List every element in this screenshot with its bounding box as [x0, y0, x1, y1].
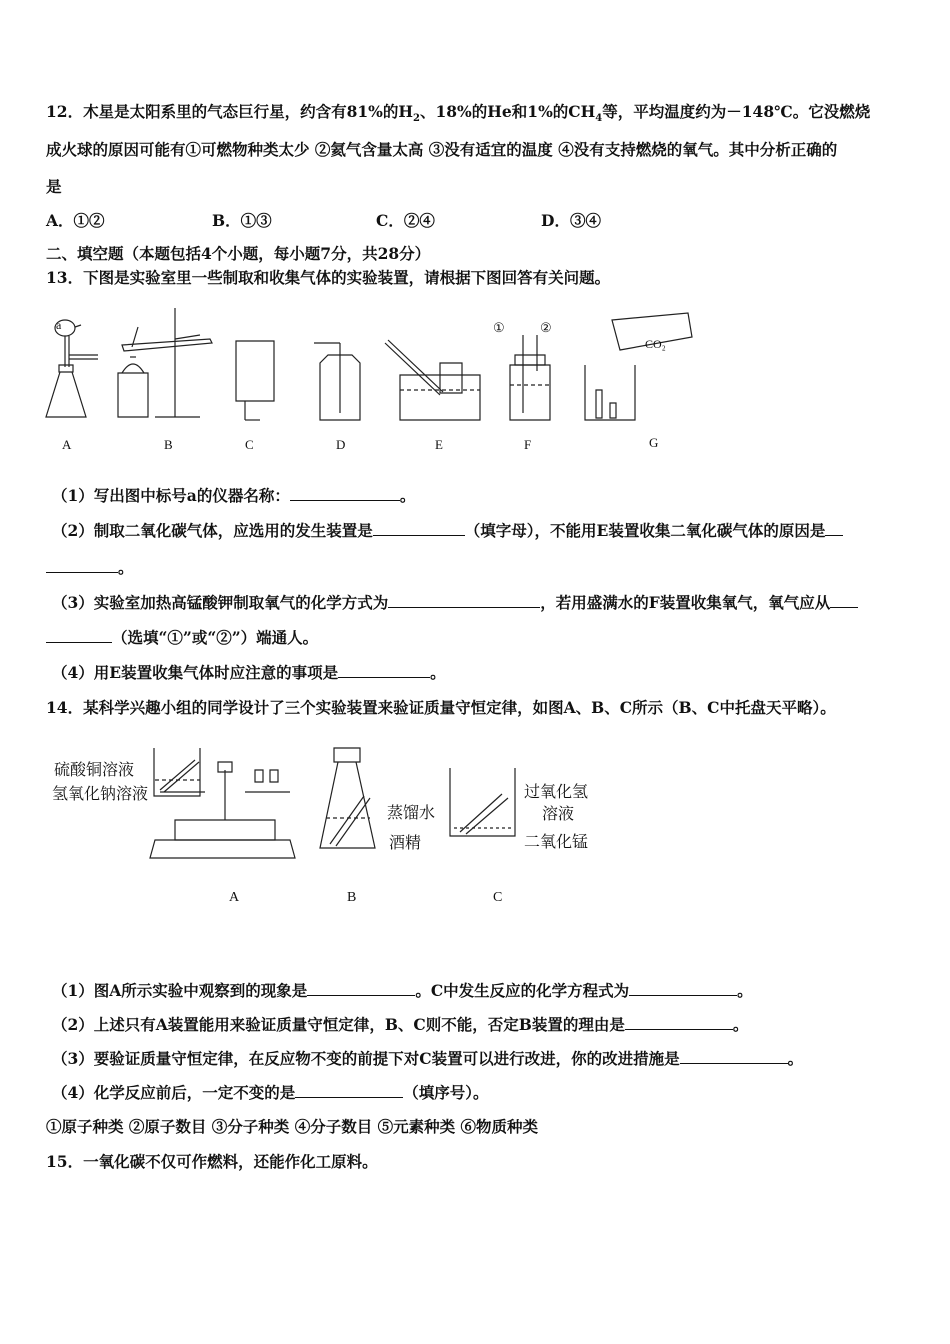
- q13-part-2: （2）制取二氧化碳气体，应选用的发生装置是 （填字母），不能用E装置收集二氧化碳气体的原因是: [52, 520, 910, 542]
- q13-apparatus-figure: [40, 305, 680, 425]
- fig-label-a: A: [62, 437, 72, 452]
- apparatus-g-icon: [585, 313, 692, 420]
- label-mno2: 二氧化锰: [524, 832, 589, 851]
- q14-part-4: （4）化学反应前后，一定不变的是 （填序号）。: [52, 1083, 489, 1102]
- fig-label-b: B: [164, 437, 173, 452]
- apparatus-c-icon: [236, 341, 274, 420]
- balance-a-icon: [150, 748, 295, 858]
- q13-part-3: （3）实验室加热高锰酸钾制取氧气的化学方式为 ，若用盛满水的F装置收集氧气，氧气应从: [52, 592, 910, 614]
- apparatus-f-icon: [510, 335, 550, 420]
- q14-choices: ①原子种类 ②原子数目 ③分子种类 ④分子数目 ⑤元素种类 ⑥物质种类: [46, 1117, 538, 1136]
- q14-fig-label-a: A: [229, 890, 240, 905]
- q13-part-3-cont: （选填“①”或“②”）端通人。: [46, 627, 910, 649]
- q12-option-a: A．①②: [46, 211, 105, 230]
- fig-label-e: E: [435, 437, 443, 452]
- q12-line-2: 成火球的原因可能有①可燃物种类太少 ②氦气含量太高 ③没有适宜的温度 ④没有支持燃烧的氧气。其中分析正确的: [46, 140, 838, 159]
- co2-label: CO₂: [645, 337, 666, 351]
- q14-fig-label-c: C: [493, 890, 503, 905]
- label-water: 蒸馏水: [387, 803, 436, 822]
- mark-a: a: [56, 318, 62, 332]
- label-alcohol: 酒精: [389, 833, 422, 852]
- apparatus-a-icon: [46, 320, 98, 417]
- apparatus-e-icon: [385, 340, 480, 420]
- label-h2o2-2: 溶液: [542, 804, 575, 823]
- q12-line-3: 是: [46, 177, 62, 196]
- label-naoh: 氢氧化钠溶液: [52, 784, 149, 803]
- q12-option-b: B．①③: [212, 211, 272, 230]
- q13-stem: 13．下图是实验室里一些制取和收集气体的实验装置，请根据下图回答有关问题。: [46, 268, 611, 287]
- q12-option-c: C．②④: [376, 211, 435, 230]
- q14-fig-label-b: B: [347, 890, 357, 905]
- apparatus-d-icon: [314, 343, 360, 420]
- fig-label-d: D: [336, 437, 346, 452]
- mark-1: ①: [493, 320, 505, 335]
- flask-b-icon: [320, 748, 375, 848]
- q13-part-4: （4）用E装置收集气体时应注意的事项是 。: [52, 663, 446, 682]
- section-heading: 二、填空题（本题包括4个小题，每小题7分，共28分）: [46, 244, 431, 263]
- q12-option-d: D．③④: [541, 211, 601, 230]
- q13-part-1: （1）写出图中标号a的仪器名称： 。: [52, 486, 416, 505]
- q14-part-2: （2）上述只有A装置能用来验证质量守恒定律，B、C则不能，否定B装置的理由是 。: [52, 1015, 749, 1034]
- label-h2o2-1: 过氧化氢: [524, 782, 589, 801]
- q14-stem: 14．某科学兴趣小组的同学设计了三个实验装置来验证质量守恒定律，如图A、B、C所示（B、C中托盘天平略）。: [46, 698, 836, 717]
- q15-stem: 15．一氧化碳不仅可作燃料，还能作化工原料。: [46, 1152, 378, 1171]
- q14-part-3: （3）要验证质量守恒定律，在反应物不变的前提下对C装置可以进行改进，你的改进措施是 。: [52, 1049, 804, 1068]
- fig-label-c: C: [245, 437, 254, 452]
- fig-label-g: G: [649, 435, 659, 450]
- q13-part-2-cont: 。: [46, 557, 910, 579]
- apparatus-b-icon: [118, 308, 212, 417]
- fig-label-f: F: [524, 437, 532, 452]
- q14-part-1: （1）图A所示实验中观察到的现象是 。C中发生反应的化学方程式为 。: [52, 981, 753, 1000]
- beaker-c-icon: [450, 768, 515, 836]
- q12-line-1: 12．木星是太阳系里的气态巨行星，约含有81%的$H_2$、18%的He和1%的$CH_4$等，平均温度约为－148℃。它没燃烧: [46, 102, 871, 125]
- label-cuso4: 硫酸铜溶液: [54, 760, 135, 779]
- mark-2: ②: [540, 320, 552, 335]
